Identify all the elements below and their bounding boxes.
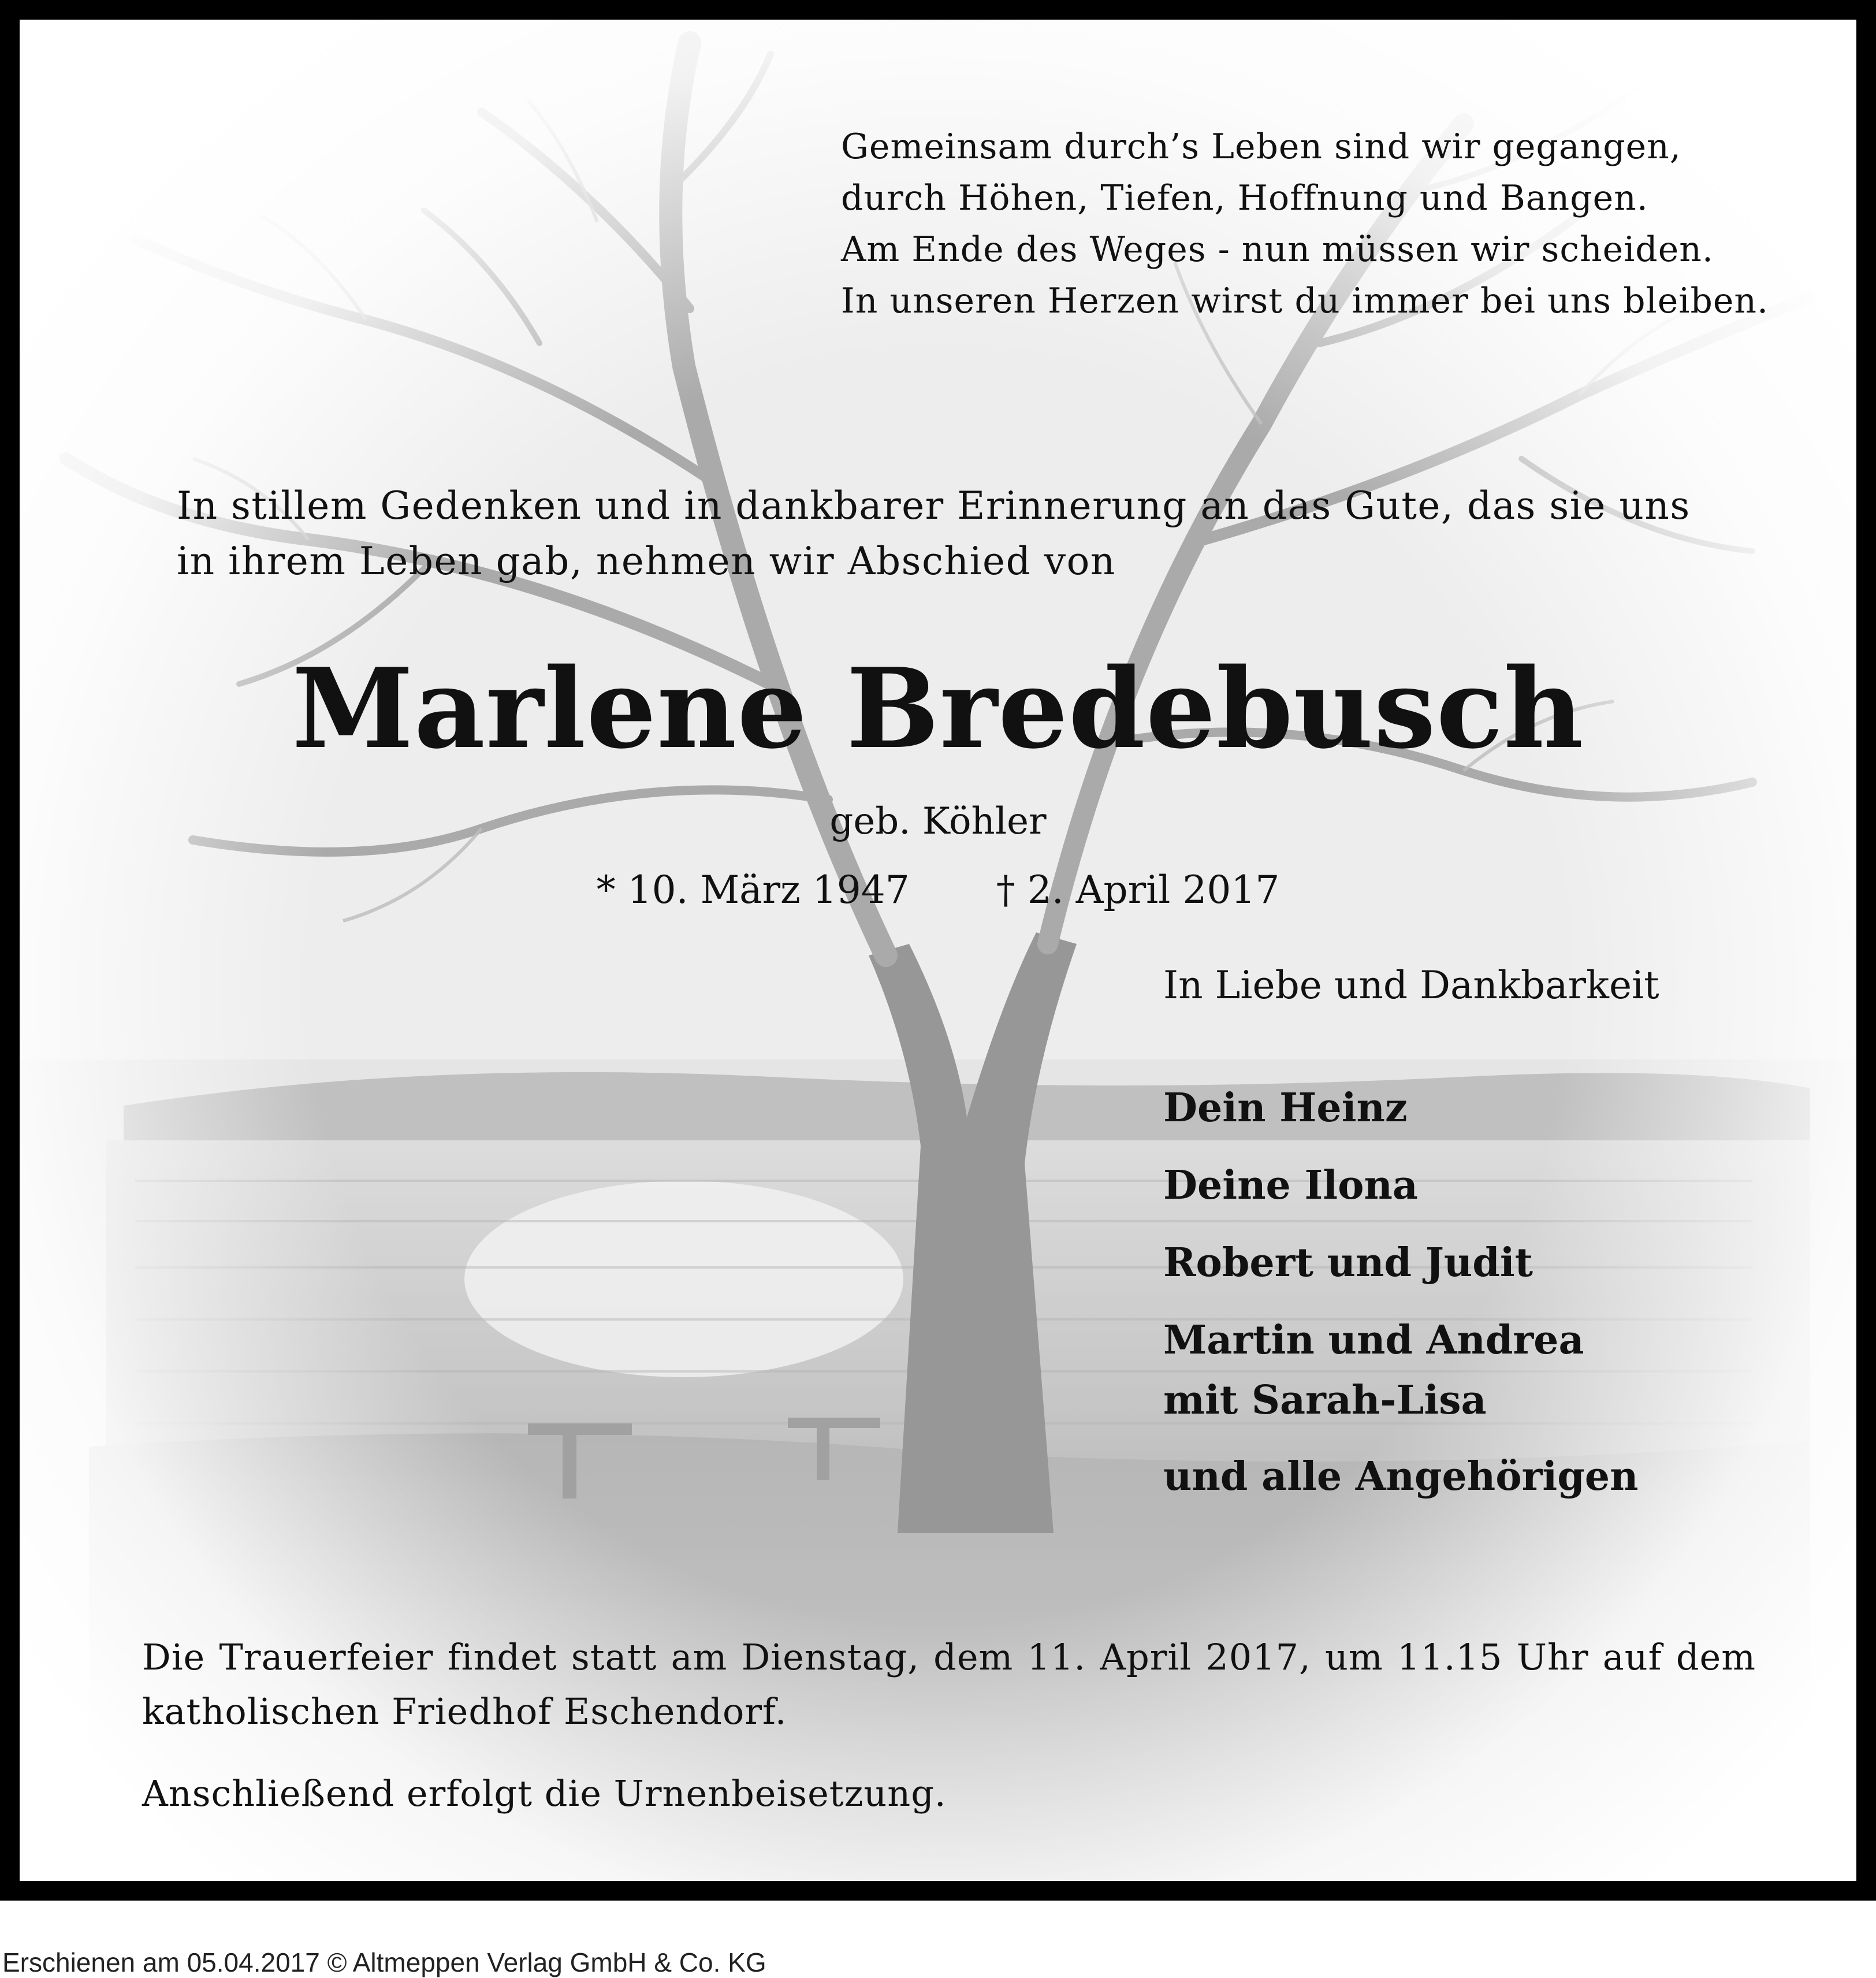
family-member: Robert und Judit <box>1163 1240 1533 1286</box>
ceremony-info: Die Trauerfeier findet statt am Dienstag, dem 11. April 2017, um 11.15 Uhr auf dem katholischen Friedhof Eschendorf. <box>142 1636 1756 1732</box>
poem-line: durch Höhen, Tiefen, Hoffnung und Bangen. <box>841 178 1648 218</box>
urn-burial-note: Anschließend erfolgt die Urnenbeisetzung. <box>142 1772 947 1815</box>
intro-line: In stillem Gedenken und in dankbarer Erinnerung an das Gute, das sie uns <box>177 484 1691 528</box>
poem <box>841 121 1769 327</box>
intro-line: in ihrem Leben gab, nehmen wir Abschied von <box>177 539 1116 583</box>
poem-line: In unseren Herzen wirst du immer bei uns bleiben. <box>841 281 1769 321</box>
family-signature <box>1163 958 1659 1524</box>
birth-name: geb. Köhler <box>829 800 1047 843</box>
life-dates <box>20 864 1856 916</box>
family-member: Dein Heinz <box>1163 1085 1408 1131</box>
family-member: mit Sarah-Lisa <box>1163 1377 1487 1423</box>
family-member: Martin und Andrea <box>1163 1317 1584 1363</box>
family-member: und alle Angehörigen <box>1163 1453 1639 1500</box>
deceased-name: Marlene Bredebusch <box>292 644 1584 773</box>
family-heading: In Liebe und Dankbarkeit <box>1163 963 1659 1007</box>
family-member: Deine Ilona <box>1163 1162 1418 1209</box>
publication-footer: Erschienen am 05.04.2017 © Altmeppen Verlag GmbH & Co. KG <box>2 1947 766 1977</box>
birth-date: * 10. März 1947 <box>596 868 910 912</box>
intro-text <box>177 478 1691 589</box>
poem-line: Am Ende des Weges - nun müssen wir scheiden. <box>841 229 1714 270</box>
death-date: † 2. April 2017 <box>996 868 1280 912</box>
poem-line: Gemeinsam durch’s Leben sind wir gegangen, <box>841 127 1681 167</box>
